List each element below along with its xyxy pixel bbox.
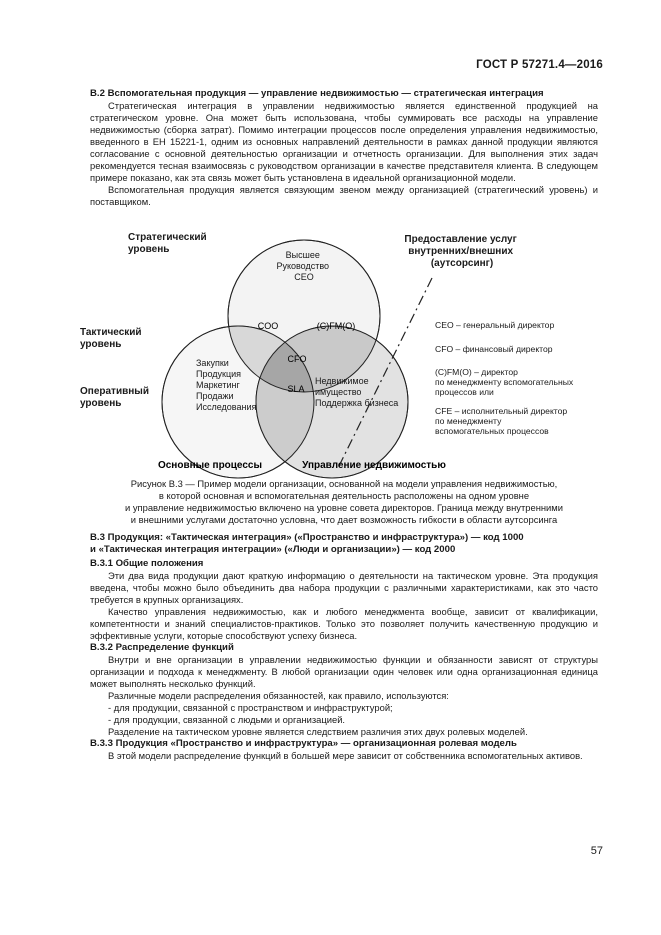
subsection-b31-paragraph-2: Качество управления недвижимостью, как и любого менеджмента вообще, зависит от квалификации, компетентности и знаний специалистов-практиков. Только это позволяет получить качественную продукцию и эффективные услуги, которые способствуют успеху бизнеса. <box>90 606 598 641</box>
operational-level-label: Оперативный уровень <box>80 386 149 409</box>
section-b3-heading-line-1: B.3 Продукция: «Тактическая интеграция» («Пространство и инфраструктура») — код 1000 <box>90 532 524 543</box>
subsection-b32-list-item-1: - для продукции, связанной с пространством и инфраструктурой; <box>108 702 393 713</box>
subsection-b32-list-item-2: - для продукции, связанной с людьми и организацией. <box>108 714 346 725</box>
figure-caption-line-4: и внешними услугами достаточно условна, что дает возможность гибкости в области аутсорсинга <box>130 514 558 525</box>
cfo-label: CFO <box>287 354 307 364</box>
subsection-b32-heading: B.3.2 Распределение функций <box>90 642 234 653</box>
venn-diagram <box>80 214 598 474</box>
document-code: ГОСТ Р 57271.4—2016 <box>476 59 603 71</box>
outsourcing-label: Предоставление услуг внутренних/внешних (аутсорсинг) <box>404 234 517 269</box>
coo-label: COO <box>257 321 279 331</box>
top-circle-text: Высшее Руководство CEO <box>276 250 330 282</box>
strategic-level-label: Стратегический уровень <box>128 232 207 255</box>
figure-caption-line-2: в которой основная и вспомогательная деятельность расположены на одном уровне <box>158 490 530 501</box>
legend-cfe: CFE – исполнительный директор по менеджменту вспомогательных процессов <box>435 406 568 436</box>
sla-label: SLA <box>287 384 305 394</box>
subsection-b31-paragraph-1: Эти два вида продукции дают краткую информацию о деятельности на тактическом уровне. Эта продукция введена, чтобы можно было объединить два набора продукции с различными характеристиками, как это часто требуется в крупных организациях. <box>90 570 598 605</box>
legend-ceo: CEO – генеральный директор <box>435 320 555 330</box>
core-processes-label: Основные процессы <box>157 460 263 471</box>
subsection-b33-heading: B.3.3 Продукция «Пространство и инфраструктура» — организационная ролевая модель <box>90 738 517 749</box>
facility-management-label: Управление недвижимостью <box>302 460 446 471</box>
legend-cfmo: (C)FM(O) – директор по менеджменту вспомогательных процессов или <box>435 367 574 397</box>
subsection-b31-heading: B.3.1 Общие положения <box>90 558 204 569</box>
section-b2-paragraph-1: Стратегическая интеграция в управлении недвижимостью является единственной продукцией на стратегическом уровне. Она может быть использована, чтобы суммировать все расходы на управление недвижимостью (сборка затрат). Помимо интеграции процессов после определения управления недвижимостью, введенного в ЕН 15221-1, одним из основных направлений деятельности в рамках данной продукции являются согласование с основной деятельностью организации и отчетность организации. Для выполнения этих задач рекомендуется тесная взаимосвязь с руководством организации в качестве представителя клиента. В следующем примере показано, как эта связь может быть установлена в идеальной организационной модели. <box>90 100 598 183</box>
page-content <box>80 88 598 762</box>
legend-cfo: CFO – финансовый директор <box>435 344 553 354</box>
subsection-b32-paragraph-1: Внутри и вне организации в управлении недвижимостью функции и обязанности зависят от структуры организации и подхода к менеджменту. В любой организации один человек или одна организационная единица может выполнять несколько функций. <box>90 654 598 689</box>
page-number: 57 <box>590 845 603 857</box>
figure-caption-line-1: Рисунок B.3 — Пример модели организации, основанной на модели управления недвижимостью, <box>130 478 558 489</box>
subsection-b33-paragraph-1: В этой модели распределение функций в большей мере зависит от собственника вспомогательных активов. <box>108 750 583 761</box>
cfm-label: (C)FM(O) <box>316 321 356 331</box>
figure-caption-line-3: и управление недвижимостью включено на уровне совета директоров. Граница между внутренними <box>125 502 563 513</box>
subsection-b32-paragraph-3: Разделение на тактическом уровне является следствием различия этих двух ролевых моделей. <box>108 726 528 737</box>
subsection-b32-paragraph-2: Различные модели распределения обязанностей, как правило, используются: <box>108 690 449 701</box>
left-circle-text: Закупки Продукция Маркетинг Продажи Исследования <box>196 358 257 412</box>
abbreviation-legend <box>435 320 576 436</box>
section-b2-paragraph-2: Вспомогательная продукция является связующим звеном между организацией (стратегический уровень) и поставщиком. <box>90 184 598 207</box>
section-b2-heading: B.2 Вспомогательная продукция — управление недвижимостью — стратегическая интеграция <box>90 88 544 99</box>
tactical-level-label: Тактический уровень <box>80 327 142 350</box>
right-circle-text: Недвижимое имущество Поддержка бизнеса <box>315 376 399 408</box>
section-b3-heading-line-2: и «Тактическая интеграция интеграции» («Люди и организации») — код 2000 <box>90 544 456 555</box>
organization-model-diagram <box>80 214 598 474</box>
